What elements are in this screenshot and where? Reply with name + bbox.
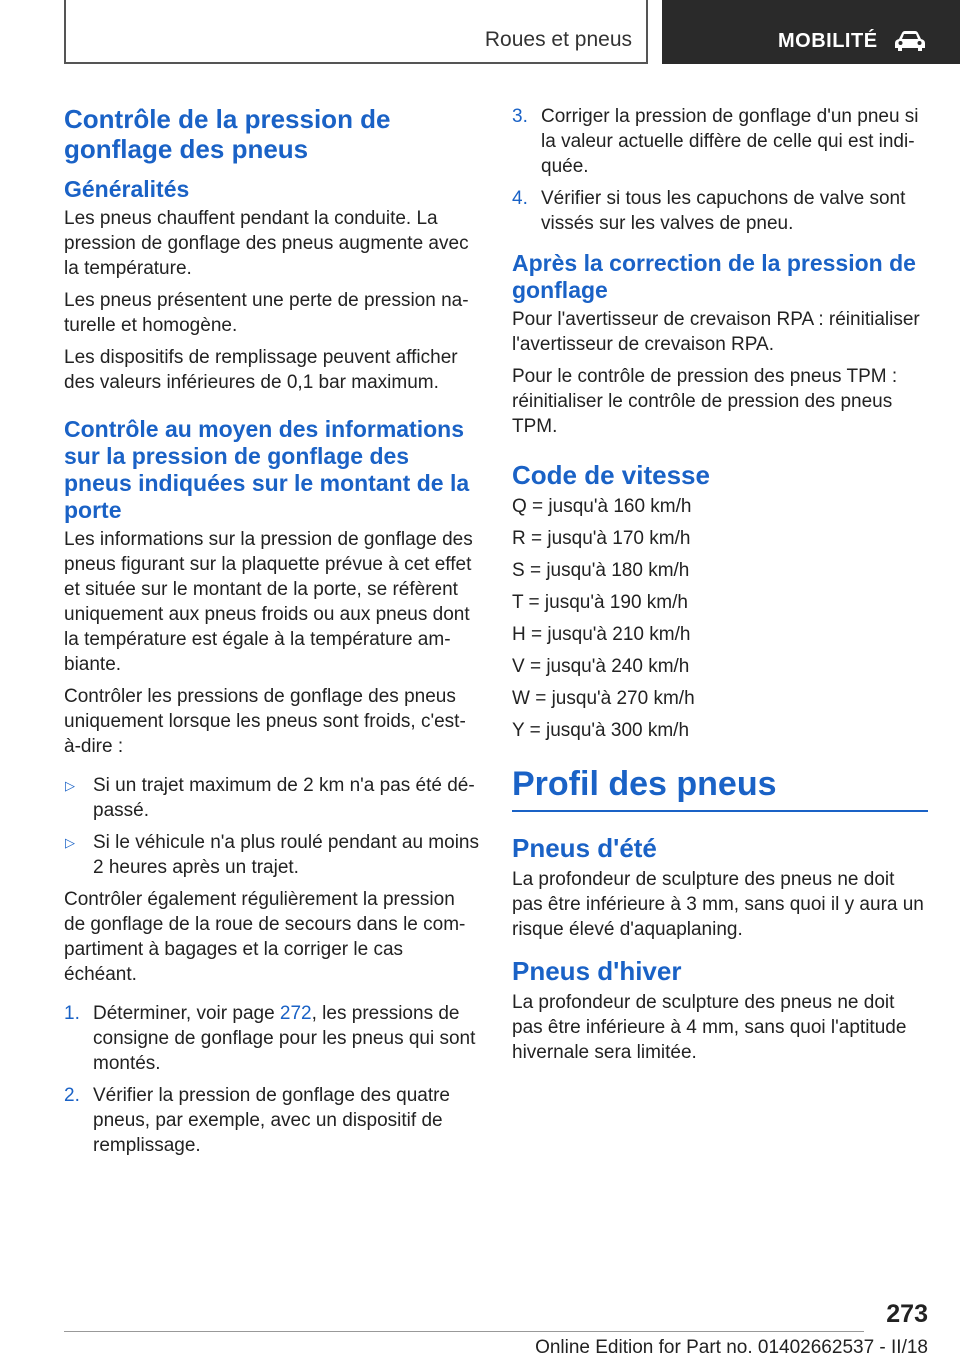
bullet-item: ▷ Si un trajet maximum de 2 km n'a pas été dé-passé. (65, 775, 475, 821)
paragraph: Pour l'avertisseur de crevaison RPA : réinitialiser l'avertisseur de crevaison RPA. (512, 309, 920, 355)
triangle-bullet-icon: ▷ (65, 835, 75, 850)
left-column (64, 104, 480, 1165)
heading-speed-code: Code de vitesse (512, 460, 710, 490)
heading-door-pillar-check: Contrôle au moyen des informations sur la pression de gonflage des pneus indiquées sur le montant de la porte (64, 416, 470, 523)
heading-after-correction: Après la correction de la pression de gonflage (512, 250, 916, 303)
list-item: H = jusqu'à 210 km/h (512, 624, 691, 645)
paragraph: Les dispositifs de remplissage peuvent afficher des valeurs inférieures de 0,1 bar maximum. (64, 347, 458, 393)
paragraph: La profondeur de sculpture des pneus ne doit pas être inférieure à 3 mm, sans quoi il y aura un risque élevé d'aquaplaning. (512, 869, 924, 940)
header-chapter-box (662, 0, 960, 64)
step-number: 4. (512, 188, 528, 209)
paragraph: La profondeur de sculpture des pneus ne doit pas être inférieure à 4 mm, sans quoi l'aptitude hivernale sera limitée. (512, 992, 907, 1063)
step-item: 1. Déterminer, voir page 272, les pressions de consigne de gonflage pour les pneus qui sont montés. (64, 1003, 476, 1074)
page-number: 273 (886, 1300, 928, 1328)
triangle-bullet-icon: ▷ (65, 778, 75, 793)
step-item: 2. Vérifier la pression de gonflage des quatre pneus, par exemple, avec un dispositif de remplissage. (64, 1085, 451, 1156)
paragraph: Contrôler également régulièrement la pression de gonflage de la roue de secours dans le com-partiment à bagages et la corriger le cas échéant. (64, 889, 466, 985)
step-item: 4. Vérifier si tous les capuchons de valve sont vissés sur les valves de pneu. (512, 188, 906, 234)
list-item: T = jusqu'à 190 km/h (512, 592, 688, 613)
list-item: S = jusqu'à 180 km/h (512, 560, 690, 581)
section-title-pressure-check: Contrôle de la pression de gonflage des pneus (64, 104, 391, 164)
footer-edition: Online Edition for Part no. 01402662537 - II/18 (535, 1337, 928, 1358)
header-section-box (64, 0, 648, 64)
bullet-item: ▷ Si le véhicule n'a plus roulé pendant au moins 2 heures après un trajet. (65, 832, 479, 878)
list-item: V = jusqu'à 240 km/h (512, 656, 690, 677)
step-number: 1. (64, 1003, 80, 1024)
step-item: 3. Corriger la pression de gonflage d'un pneu si la valeur actuelle diffère de celle qui est indi-quée. (512, 106, 919, 177)
header-section-title: Roues et pneus (484, 28, 632, 51)
list-item: W = jusqu'à 270 km/h (512, 688, 695, 709)
car-icon (893, 29, 927, 53)
step-number: 3. (512, 106, 528, 127)
heading-tread-profile: Profil des pneus (512, 764, 928, 812)
paragraph: Pour le contrôle de pression des pneus TPM : réinitialiser le contrôle de pression des pneus TPM. (512, 366, 898, 437)
list-item: Q = jusqu'à 160 km/h (512, 496, 692, 517)
heading-summer-tyres: Pneus d'été (512, 833, 657, 863)
paragraph: Les informations sur la pression de gonflage des pneus figurant sur la plaquette prévue à cet effet et située sur le montant de la porte, se réfèrent uniquement aux pneus froids ou aux pneus dont la température est égale à la température am-biante. (64, 529, 473, 675)
paragraph: Contrôler les pressions de gonflage des pneus uniquement lorsque les pneus sont froids, c'est-à-dire : (64, 686, 466, 757)
paragraph: Les pneus chauffent pendant la conduite. La pression de gonflage des pneus augmente avec la température. (64, 208, 469, 279)
list-item: Y = jusqu'à 300 km/h (512, 720, 690, 741)
header-chapter-title: MOBILITÉ (778, 30, 878, 52)
right-column (512, 104, 928, 1072)
speed-code-list (512, 494, 928, 743)
list-item: R = jusqu'à 170 km/h (512, 528, 691, 549)
heading-winter-tyres: Pneus d'hiver (512, 956, 682, 986)
page-link[interactable]: 272 (279, 1003, 312, 1024)
heading-generalites: Généralités (64, 176, 190, 202)
footer-divider (64, 1331, 864, 1332)
step-number: 2. (64, 1085, 80, 1106)
paragraph: Les pneus présentent une perte de pression na-turelle et homogène. (64, 290, 469, 336)
